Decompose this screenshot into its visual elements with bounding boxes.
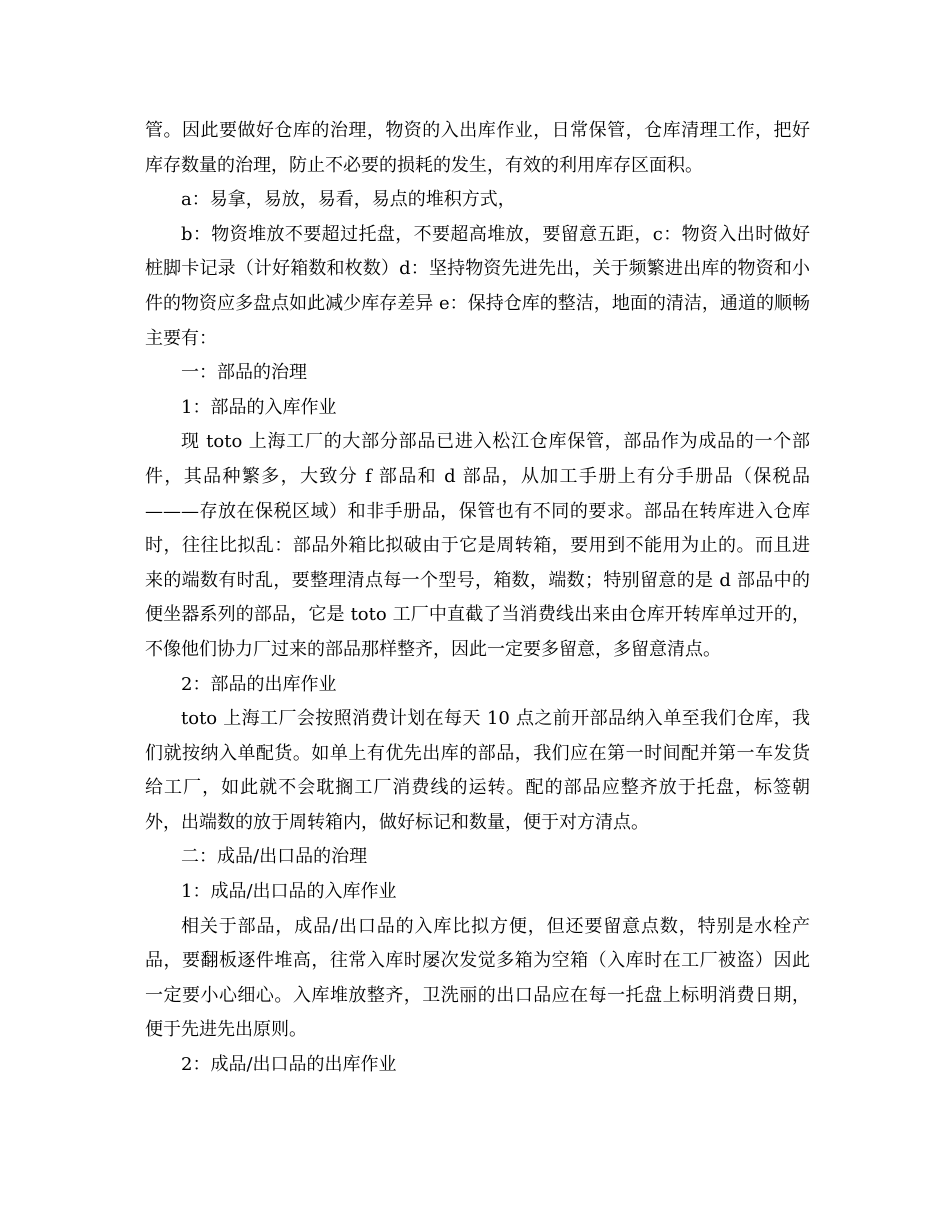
paragraph-finished-inbound: 相关于部品，成品/出口品的入库比拟方便，但还要留意点数，特别是水栓产品，要翻板逐件堆高，往常入库时屡次发觉多箱为空箱（入库时在工厂被盗）因此一定要小心细心。入库堆放整齐，卫洗丽的出口品应在每一托盘上标明消费日期，便于先进先出原则。 — [145, 915, 810, 1041]
section-heading-parts: 一：部品的治理 — [181, 362, 307, 384]
subsection-heading-finished-inbound: 1：成品/出口品的入库作业 — [181, 881, 397, 903]
paragraph-parts-inbound: 现 toto 上海工厂的大部分部品已进入松江仓库保管，部品作为成品的一个部件，其品种繁多，大致分 f 部品和 d 部品，从加工手册上有分手册品（保税品———存放在保税区域）和非手册品，保管也有不同的要求。部品在转库进入仓库时，往往比拟乱：部品外箱比拟破由于它是周转箱，要用到不能用为止的。而且进来的端数有时乱，要整理清点每一个型号，箱数，端数；特别留意的是 d 部品中的便坐器系列的部品，它是 toto 工厂中直截了当消费线出来由仓库开转库单过开的，不像他们协力厂过来的部品那样整齐，因此一定要多留意，多留意清点。 — [145, 431, 810, 660]
document-body — [145, 114, 810, 1083]
subsection-heading-finished-outbound: 2：成品/出口品的出库作业 — [181, 1054, 397, 1076]
section-heading-finished-goods: 二：成品/出口品的治理 — [181, 846, 368, 868]
paragraph-parts-outbound: toto 上海工厂会按照消费计划在每天 10 点之前开部品纳入单至我们仓库，我们就按纳入单配货。如单上有优先出库的部品，我们应在第一时间配并第一车发货给工厂，如此就不会耽搁工厂消费线的运转。配的部品应整齐放于托盘，标签朝外，出端数的放于周转箱内，做好标记和数量，便于对方清点。 — [145, 708, 810, 833]
subsection-heading-parts-inbound: 1：部品的入库作业 — [181, 396, 337, 418]
subsection-heading-parts-outbound: 2：部品的出库作业 — [181, 673, 337, 695]
paragraph-intro: 管。因此要做好仓库的治理，物资的入出库作业，日常保管，仓库清理工作，把好库存数量的治理，防止不必要的损耗的发生，有效的利用库存区面积。 — [145, 120, 810, 176]
paragraph-item-a: a：易拿，易放，易看，易点的堆积方式， — [181, 189, 516, 211]
paragraph-items-b-e: b：物资堆放不要超过托盘，不要超高堆放，要留意五距，c：物资入出时做好桩脚卡记录（计好箱数和枚数）d：坚持物资先进先出，关于频繁进出库的物资和小件的物资应多盘点如此减少库存差异 e：保持仓库的整洁，地面的清洁，通道的顺畅主要有： — [145, 223, 810, 349]
